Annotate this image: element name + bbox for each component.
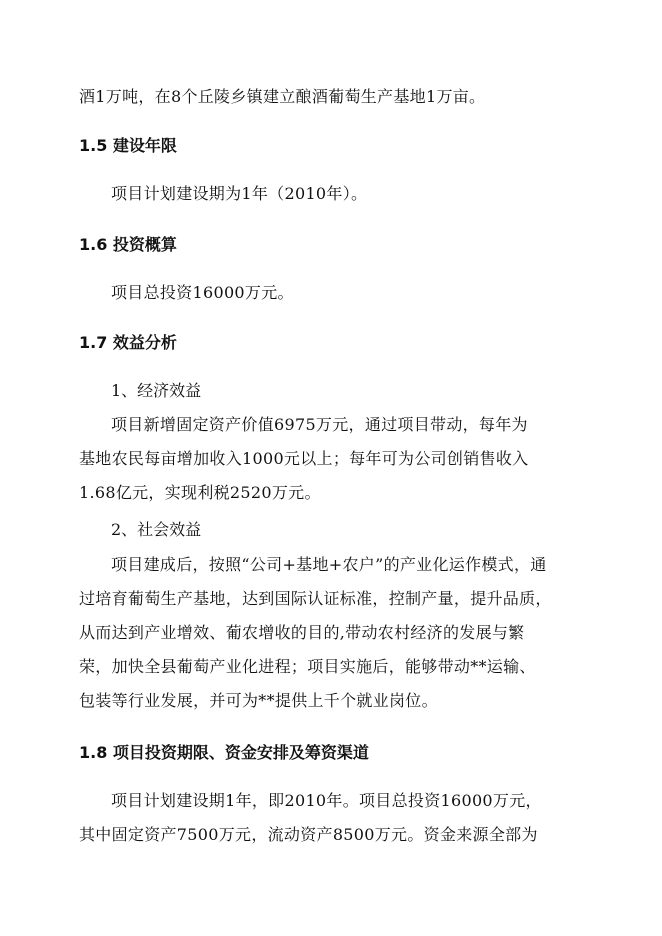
- heading-1-6: 1.6 投资概算: [79, 235, 177, 254]
- text-line: 酒1万吨，在8个丘陵乡镇建立酿酒葡萄生产基地1万亩。: [79, 87, 486, 106]
- text-line: 包装等行业发展，并可为**提供上千个就业岗位。: [79, 691, 438, 710]
- text-line: 项目计划建设期为1年（2010年）。: [111, 184, 368, 203]
- heading-1-7: 1.7 效益分析: [79, 333, 177, 352]
- paragraph-continuation: [79, 80, 579, 114]
- text-line: 1.68亿元，实现利税2520万元。: [79, 483, 321, 502]
- heading-1-5: 1.5 建设年限: [79, 136, 177, 155]
- text-line: 项目新增固定资产价值6975万元，通过项目带动，每年为: [111, 415, 528, 434]
- paragraph-construction-period: [79, 177, 579, 211]
- text-line: 从而达到产业增效、葡农增收的目的,带动农村经济的发展与繁: [79, 623, 525, 642]
- paragraph-economic-benefit: [79, 408, 579, 510]
- paragraph-social-benefit: [79, 548, 579, 718]
- text-line: 项目建成后，按照“公司+基地+农户”的产业化运作模式，通: [111, 555, 547, 574]
- subheading-social-benefit: 2、社会效益: [111, 520, 202, 539]
- text-line: 荣，加快全县葡萄产业化进程；项目实施后，能够带动**运输、: [79, 657, 536, 676]
- text-line: 基地农民每亩增加收入1000元以上；每年可为公司创销售收入: [79, 449, 529, 468]
- text-line: 其中固定资产7500万元，流动资产8500万元。资金来源全部为: [79, 825, 538, 844]
- text-line: 项目计划建设期1年，即2010年。项目总投资16000万元，: [111, 791, 542, 810]
- paragraph-investment: [79, 276, 579, 310]
- subheading-economic-benefit: 1、经济效益: [111, 381, 202, 400]
- text-line: 项目总投资16000万元。: [111, 283, 294, 302]
- paragraph-funding: [79, 784, 579, 852]
- heading-1-8: 1.8 项目投资期限、资金安排及筹资渠道: [79, 743, 369, 762]
- text-line: 过培育葡萄生产基地，达到国际认证标准，控制产量，提升品质，: [79, 589, 552, 608]
